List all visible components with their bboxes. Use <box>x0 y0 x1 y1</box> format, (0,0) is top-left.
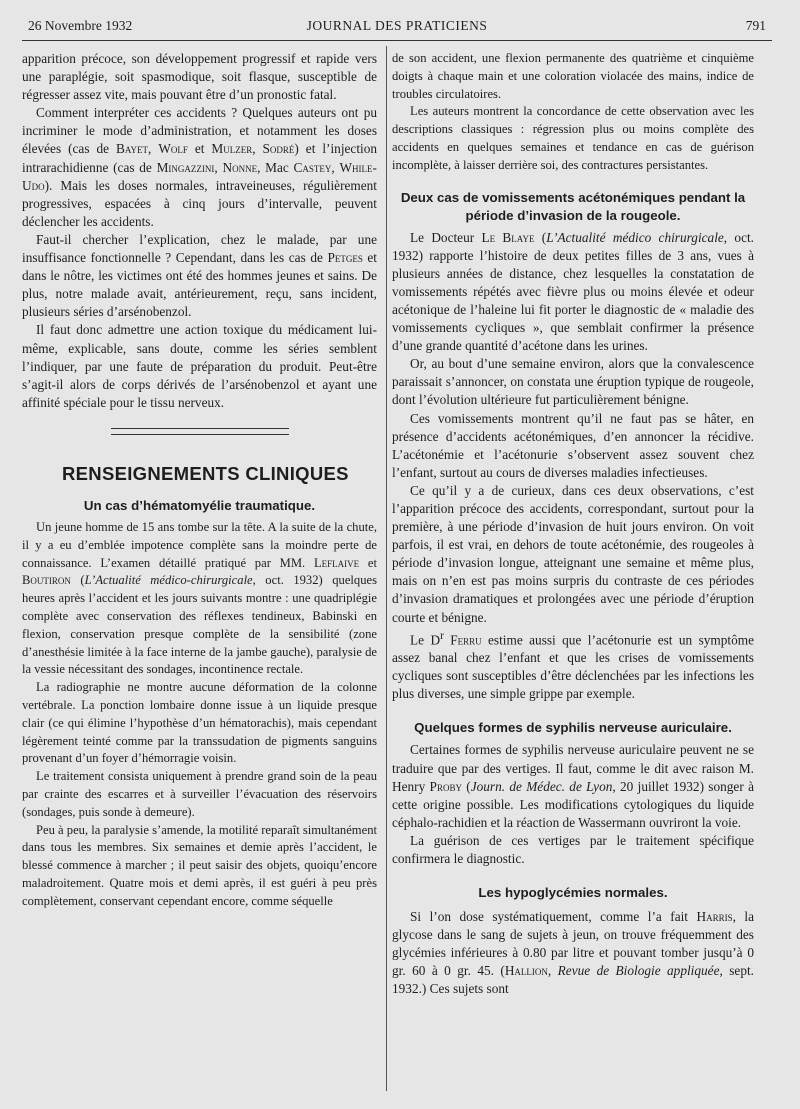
right-column <box>392 50 754 999</box>
section-separator <box>111 428 289 435</box>
journal-reference: Journ. de Médec. de Lyon <box>470 778 613 794</box>
article-body <box>22 519 377 911</box>
author-name: Proby <box>429 778 462 794</box>
header-rule <box>22 40 772 41</box>
paragraph: Le traitement consista uniquement à prendre grand soin de la peau par crainte des escarres et à surveiller l’évacuation des réservoirs (sondages, puis sonde à demeure). <box>22 769 377 819</box>
paragraph: Or, au bout d’une semaine environ, alors que la convalescence paraissait s’annoncer, on constata une éruption typique de rougeole, dont l’évolution ultérieure fut particulièrement bénigne. <box>392 356 754 408</box>
paragraph: Comment interpréter ces accidents ? Quelques auteurs ont pu incriminer le mode d’administration, et notamment les doses élevées (cas de Bayet, Wolf et Mulzer, Sodré) et l’injection intrarachidienne (cas de Mingazzini, Nonne, Mac Castey, While-Udo). Mais les doses normales, intraveineuses, régulièrement progressives, espacées à cinq jours d’intervalle, peuvent déclencher les accidents. <box>22 105 378 229</box>
section-title: RENSEIGNEMENTS CLINIQUES <box>62 462 349 484</box>
article-heading: Deux cas de vomissements acétonémiques pendant la période d’invasion de la rougeole. <box>400 189 746 223</box>
paragraph: Ces vomissements montrent qu’il ne faut pas se hâter, en présence d’accidents acétonémiques, d’en annoncer la récidive. L’acétonémie et l’acétonurie s’observent assez souvent chez l’enfant, surtout au cours de diverses maladies infectieuses. <box>392 410 754 480</box>
author-name: While-Udo <box>22 159 377 193</box>
paragraph: Il faut donc admettre une action toxique du médicament lui-même, explicable, sans doute, comme les séries semblent l’indiquer, par une faute de préparation du produit. Peut-être s’agit-il alors de corps dérivés de l’arsénobenzol et ayant une affinité spéciale pour le tissu nerveux. <box>22 322 377 410</box>
author-name: Nonne <box>222 159 258 175</box>
article-heading: Quelques formes de syphilis nerveuse auriculaire. <box>414 720 732 736</box>
paragraph: La radiographie ne montre aucune déformation de la colonne vertébrale. La ponction lombaire donne issue à un liquide presque clair (ce qui élimine l’hypothèse d’un hématorachis), mais cependant légèrement teinté comme par la transsudation de pigments sanguins provenant d’un foyer d’hémorragie voisin. <box>22 680 377 766</box>
title-abbreviation: r <box>440 629 444 642</box>
article-body <box>392 50 754 175</box>
page-number: 791 <box>745 18 766 33</box>
paragraph: apparition précoce, son développement progressif et rapide vers une paraplégie, soit spasmodique, soit flasque, susceptible de régresser assez vite, mais pouvant être d’un pronostic fatal. <box>22 51 377 103</box>
article-heading: Les hypoglycémies normales. <box>478 885 668 901</box>
author-name: Le Blaye <box>481 229 535 245</box>
author-name: Hallion <box>504 963 548 979</box>
journal-reference: Revue de Biologie appliquée <box>557 963 720 979</box>
author-name: Sodré <box>262 141 295 157</box>
journal-title: JOURNAL DES PRATICIENS <box>306 18 488 33</box>
author-name: Boutiron <box>22 573 71 588</box>
issue-date: 26 Novembre 1932 <box>28 18 133 33</box>
author-name: Bayet <box>115 141 149 157</box>
paragraph: La guérison de ces vertiges par le traitement spécifique confirmera le diagnostic. <box>392 832 754 866</box>
page-header <box>28 18 766 38</box>
author-name: Wolf <box>158 141 188 157</box>
column-divider <box>386 46 387 1091</box>
paragraph: Le Docteur Le Blaye (L’Actualité médico chirurgicale, oct. 1932) rapporte l’histoire de deux petites filles de 3 ans, vues à plusieurs années de distance, chez lesquelles la constatation de vomissements répétés avec fièvre plus ou moins élevée et odeur acétonique de l’haleine lui fit porter le diagnostic de « maladie des vomissements cycliques », que semblait confirmer la présence d’une grande quantité d’acétone dans les urines. <box>392 229 755 354</box>
author-name: Petges <box>327 250 363 266</box>
author-name: Mingazzini <box>156 159 215 175</box>
journal-reference: L’Actualité médico-chirurgicale <box>84 573 253 588</box>
paragraph: Un jeune homme de 15 ans tombe sur la tête. A la suite de la chute, il y a eu d’emblée impotence complète sans la moindre perte de connaissance. L’examen détaillé pratiqué par MM. Leflaive et Boutiron (L’Actualité médico-chirurgicale, oct. 1932) quelques heures après l’accident et les jours suivants montre : une quadriplégie complète avec conservation des réflexes tendineux, Babinski en flexion, conservation presque complète de la sensibilité (zone d’anesthésie limitée à la face interne de la jambe gauche), paralysie de la vessie nécessitant des sondages, incontinence rectale. <box>22 519 377 677</box>
paragraph: Ce qu’il y a de curieux, dans ces deux observations, c’est l’apparition précoce des accidents, correspondant, surtout pour la première, à une période d’invasion de huit jours environ. On voit parfois, il est vrai, en dehors de toute acétonémie, des rougeoles à période d’invasion longue, atteignant une semaine et même plus, mais on n’en est pas moins surpris du contraste de ces périodes d’invasion dramatiques et prolongées avec une période d’éruption courte et bénigne. <box>392 482 754 625</box>
paragraph: de son accident, une flexion permanente des quatrième et cinquième doigts à chaque main et une coloration violacée des mains, indice de troubles circulatoires. <box>392 51 754 101</box>
article-heading: Un cas d’hématomyélie traumatique. <box>83 497 316 513</box>
paragraph: Le $D^r$ Ferru estime aussi que l’acétonurie est un symptôme assez banal chez l’enfant et que les crises de vomissements cycliques sont susceptibles d’être déclenchées par les infections les plus diverses, une simple grippe par exemple. <box>392 629 755 702</box>
paragraph: Peu à peu, la paralysie s’amende, la motilité reparaît simultanément dans tous les membres. Six semaines et demie après l’accident, le blessé commence à marcher ; il peut saisir des objets, quoiqu’encore maladroitement. Quatre mois et demi après, il est guéri à peu près complètement, conservant cependant encore, comme séquelle <box>22 822 377 908</box>
paragraph: Faut-il chercher l’explication, chez le malade, par une insuffisance fonctionnelle ? Cependant, dans les cas de Petges et dans le nôtre, les victimes ont été des hommes jeunes et sains. De plus, notre malade avait, antérieurement, reçu, sans incident, plusieurs séries d’arsénobenzol. <box>22 231 378 320</box>
paragraph: Si l’on dose systématiquement, comme l’a fait Harris, la glycose dans le sang de sujets à jeun, on trouve fréquemment des glycémies inférieures à 0.80 par litre et pouvant tomber jusqu’à 0 gr. 60 à 0 gr. 45. (Hallion, Revue de Biologie appliquée, sept. 1932.) Ces sujets sont <box>392 909 754 997</box>
journal-reference: L’Actualité médico chirurgicale <box>546 229 724 245</box>
author-name: Leflaive <box>313 555 360 570</box>
author-name: Ferru <box>450 632 482 648</box>
left-column <box>22 50 377 911</box>
paragraph: Les auteurs montrent la concordance de cette observation avec les descriptions classiques : régression plus ou moins complète des accidents en quelques semaines et tendance en cas de guérison incomplète, à laisser derrière soi, des contractures persistantes. <box>392 104 754 172</box>
paragraph: Certaines formes de syphilis nerveuse auriculaire peuvent ne se traduire que par des vertiges. Il faut, comme le dit avec raison M. Henry Proby (Journ. de Médec. de Lyon, 20 juillet 1932) songer à cette origine possible. Les modifications cytologiques du liquide céphalo-rachidien et la réaction de Wassermann ouvriront la voie. <box>392 742 754 830</box>
author-name: Mulzer <box>211 141 253 157</box>
author-name: Harris <box>696 909 733 925</box>
author-name: Castey <box>293 159 332 175</box>
